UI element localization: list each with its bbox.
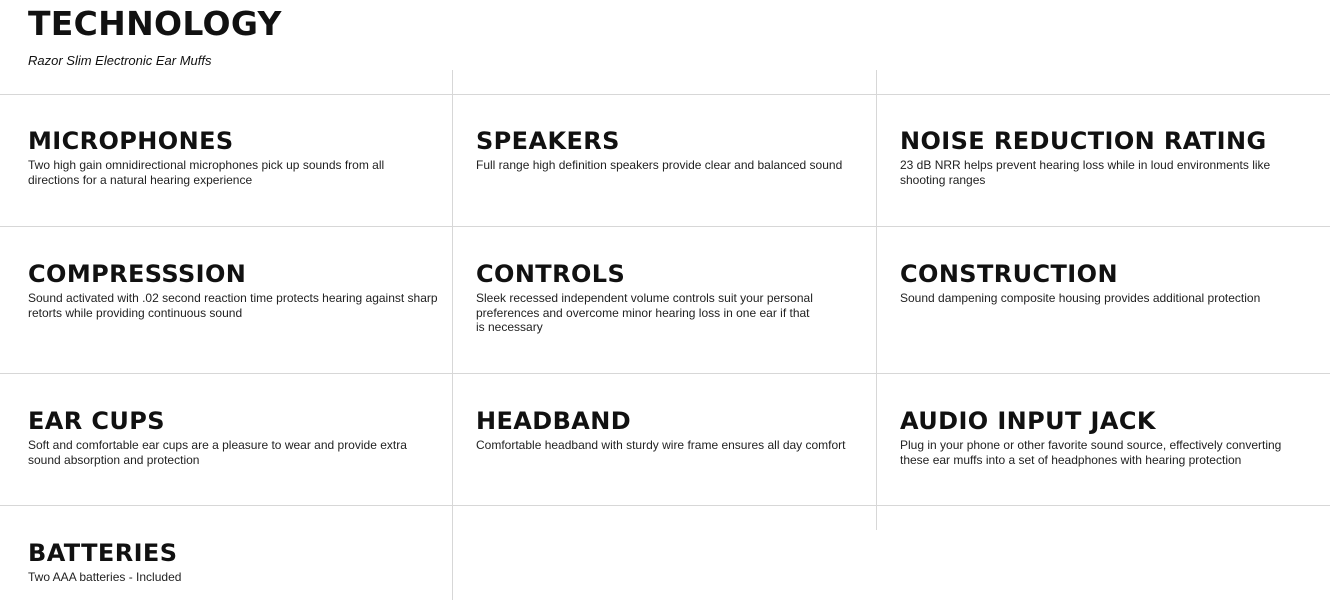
feature-description: Sound activated with .02 second reaction time protects hearing against sharp retorts while providing continuous sound [28, 291, 438, 320]
feature-title: NOISE REDUCTION RATING [900, 127, 1267, 155]
feature-card-headband [476, 406, 861, 453]
feature-card-speakers [476, 126, 861, 173]
feature-description: Full range high definition speakers provide clear and balanced sound [476, 158, 843, 172]
feature-description: 23 dB NRR helps prevent hearing loss while in loud environments like shooting ranges [900, 158, 1271, 187]
feature-title: BATTERIES [28, 539, 178, 567]
page-subtitle: Razor Slim Electronic Ear Muffs [28, 53, 212, 68]
feature-description: Comfortable headband with sturdy wire frame ensures all day comfort [476, 438, 846, 452]
feature-title: COMPRESSSION [28, 260, 247, 288]
grid-divider-row-1 [0, 94, 1330, 95]
feature-title: AUDIO INPUT JACK [900, 407, 1156, 435]
feature-card-noise-reduction-rating [900, 126, 1300, 187]
grid-divider-col-2 [876, 70, 877, 530]
feature-card-controls [476, 259, 821, 335]
feature-card-audio-input-jack [900, 406, 1300, 467]
grid-divider-row-4 [0, 505, 1330, 506]
feature-card-microphones [28, 126, 438, 187]
feature-title: MICROPHONES [28, 127, 234, 155]
feature-title: CONSTRUCTION [900, 260, 1118, 288]
feature-title: HEADBAND [476, 407, 632, 435]
feature-description: Two AAA batteries - Included [28, 570, 182, 584]
feature-card-compression [28, 259, 438, 320]
grid-divider-row-3 [0, 373, 1330, 374]
feature-title: CONTROLS [476, 260, 626, 288]
feature-description: Sleek recessed independent volume controls suit your personal preferences and overcome minor hearing loss in one ear if that is necessary [476, 291, 813, 335]
grid-divider-row-2 [0, 226, 1330, 227]
feature-description: Two high gain omnidirectional microphones pick up sounds from all directions for a natural hearing experience [28, 158, 385, 187]
feature-title: SPEAKERS [476, 127, 620, 155]
grid-divider-col-1 [452, 70, 453, 600]
page-title: TECHNOLOGY [28, 4, 282, 43]
feature-card-construction [900, 259, 1300, 306]
feature-title: EAR CUPS [28, 407, 165, 435]
feature-description: Sound dampening composite housing provides additional protection [900, 291, 1261, 305]
feature-card-ear-cups [28, 406, 438, 467]
feature-description: Plug in your phone or other favorite sound source, effectively converting these ear muffs into a set of headphones with hearing protection [900, 438, 1282, 467]
feature-description: Soft and comfortable ear cups are a pleasure to wear and provide extra sound absorption and protection [28, 438, 407, 467]
feature-card-batteries [28, 538, 438, 585]
